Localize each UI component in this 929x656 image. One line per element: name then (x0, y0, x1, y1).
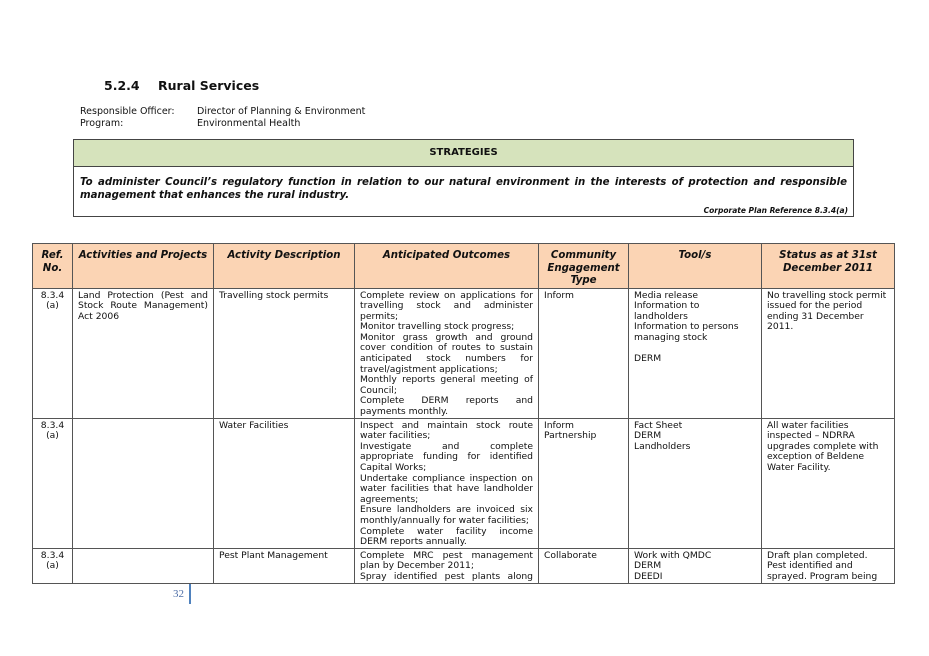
cell-status: All water facilities inspected – NDRRA upgrades complete with exception of Beldene Water Facility. (762, 418, 895, 548)
cell-status: Draft plan completed. Pest identified and sprayed. Program being (762, 548, 895, 583)
section-number: 5.2.4 (104, 78, 140, 93)
strategies-text: To administer Council’s regulatory function in relation to our natural environment in the interests of protection and responsible management that enhances the rural industry. (80, 177, 847, 201)
header-outcomes: Anticipated Outcomes (355, 244, 539, 289)
cell-outcomes (355, 418, 539, 548)
table-header-row (33, 244, 895, 289)
ref-suffix: (a) (46, 300, 59, 312)
cell-description: Water Facilities (214, 418, 355, 548)
cell-tools (629, 418, 762, 548)
table-row (33, 418, 895, 548)
table-row (33, 288, 895, 418)
header-engagement: Community Engagement Type (539, 244, 629, 289)
cell-ref (33, 288, 73, 418)
meta-label: Responsible Officer: (80, 106, 175, 117)
header-description: Activity Description (214, 244, 355, 289)
meta-value: Environmental Health (197, 117, 301, 129)
outcome-item: Complete DERM reports and payments monthly. (360, 395, 533, 418)
outcome-item: Undertake compliance inspection on water facilities that have landholder agreements; (360, 472, 533, 505)
outcome-item: Investigate and complete appropriate funding for identified Capital Works; (360, 440, 533, 473)
table-row (33, 548, 895, 583)
engagement-item: Partnership (544, 430, 597, 442)
cell-engagement (539, 288, 629, 418)
cell-engagement (539, 548, 629, 583)
cell-activity (73, 418, 214, 548)
outcome-item: Monitor grass growth and ground cover condition of routes to sustain anticipated stock numbers for travel/agistment applications; (360, 331, 533, 375)
strategies-heading: STRATEGIES (74, 140, 853, 167)
activities-table (32, 243, 895, 584)
cell-outcomes (355, 548, 539, 583)
ref-suffix: (a) (46, 430, 59, 442)
header-tools: Tool/s (629, 244, 762, 289)
meta-value: Director of Planning & Environment (197, 106, 366, 117)
engagement-item: Collaborate (544, 549, 597, 561)
cell-tools (629, 288, 762, 418)
corporate-plan-reference: Corporate Plan Reference 8.3.4(a) (703, 206, 848, 215)
outcome-item: Complete review on applications for travelling stock and administer permits; (360, 289, 533, 322)
ref-number: 8.3.4 (40, 419, 65, 431)
outcome-item: Complete water facility income DERM reports annually. (360, 525, 533, 548)
cell-engagement (539, 418, 629, 548)
page-number-bar (189, 584, 191, 604)
tool-item: Work with QMDC (634, 549, 712, 561)
ref-number: 8.3.4 (40, 549, 65, 561)
engagement-item: Inform (544, 289, 574, 301)
meta-block (80, 106, 365, 129)
engagement-item: Inform (544, 419, 574, 431)
tool-item: DEEDI (634, 570, 663, 582)
header-status: Status as at 31st December 2011 (762, 244, 895, 289)
meta-row-officer (80, 106, 365, 118)
tool-item: Information to landholders (634, 300, 700, 322)
outcome-item: Complete MRC pest management plan by December 2011; (360, 549, 533, 572)
tool-item: Media release (634, 289, 699, 301)
tool-item: Landholders (634, 440, 691, 452)
ref-number: 8.3.4 (40, 289, 65, 301)
meta-row-program (80, 118, 365, 130)
header-activities: Activities and Projects (73, 244, 214, 289)
cell-ref (33, 418, 73, 548)
header-ref-no: Ref. No. (33, 244, 73, 289)
section-title: Rural Services (158, 78, 260, 93)
cell-outcomes (355, 288, 539, 418)
outcome-item: Spray identified pest plants along (360, 570, 533, 582)
cell-activity (73, 548, 214, 583)
outcome-item: Ensure landholders are invoiced six monthly/annually for water facilities; (360, 504, 533, 526)
tool-item: DERM (634, 430, 662, 442)
cell-description: Pest Plant Management (214, 548, 355, 583)
cell-activity: Land Protection (Pest and Stock Route Management) Act 2006 (73, 288, 214, 418)
tool-item: Information to persons managing stock (634, 321, 739, 343)
strategies-box (73, 139, 854, 217)
outcome-item: Inspect and maintain stock route water facilities; (360, 419, 533, 442)
tool-item: DERM (634, 353, 662, 365)
cell-status: No travelling stock permit issued for the period ending 31 December 2011. (762, 288, 895, 418)
cell-tools (629, 548, 762, 583)
tool-item: DERM (634, 560, 662, 572)
tool-item: Fact Sheet (634, 419, 683, 431)
page-number: 32 (173, 588, 184, 600)
section-heading (104, 78, 259, 93)
outcome-item: Monitor travelling stock progress; (360, 321, 515, 333)
cell-ref (33, 548, 73, 583)
cell-description: Travelling stock permits (214, 288, 355, 418)
meta-label: Program: (80, 117, 124, 129)
ref-suffix: (a) (46, 560, 59, 572)
outcome-item: Monthly reports general meeting of Council; (360, 374, 533, 396)
